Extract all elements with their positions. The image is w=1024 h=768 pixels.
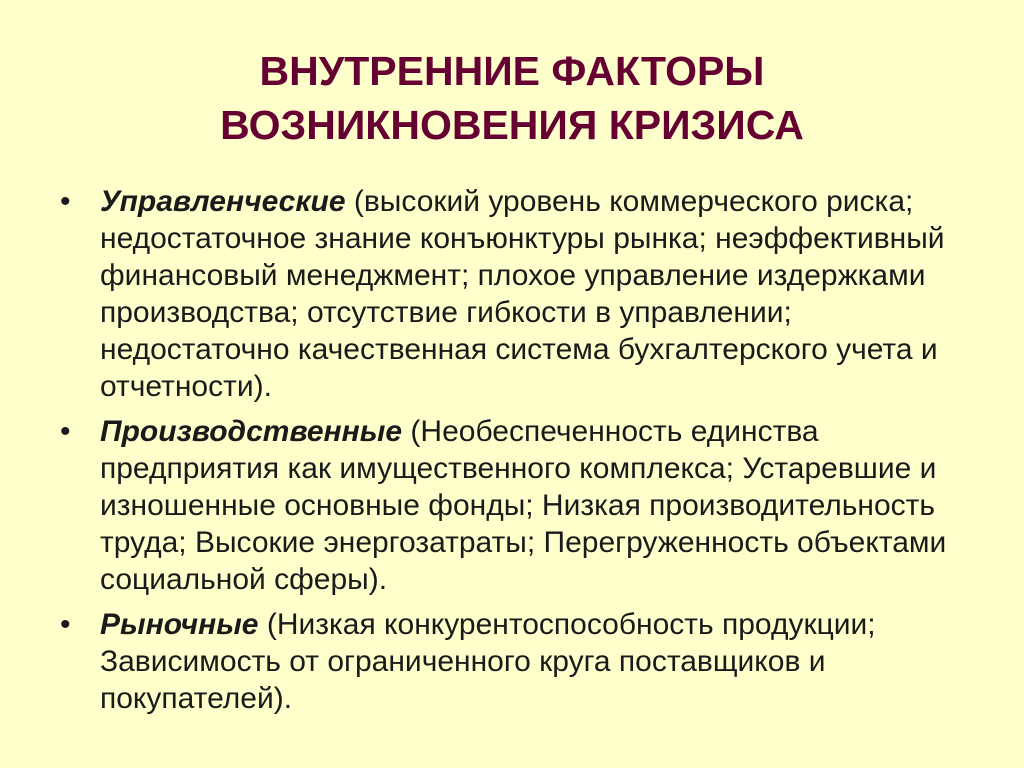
bullet-icon: • [60,608,71,641]
factor-description: (Низкая конкурентоспособность продукции; Зависимость от ограниченного круга поставщиков и покупателей). [100,608,876,715]
bullet-icon: • [60,415,71,448]
factor-list [60,183,960,725]
factor-term: Рыночные [100,608,259,641]
factor-term: Производственные [100,415,403,448]
list-item-market-factors [60,606,960,717]
slide-title-line-2: ВОЗНИКНОВЕНИЯ КРИЗИСА [220,102,804,148]
slide-title [0,44,1024,152]
list-item-production-factors [60,413,960,598]
factor-term: Управленческие [100,185,346,218]
factor-description: (Необеспеченность единства предприятия как имущественного комплекса; Устаревшие и изношенные основные фонды; Низкая производительность труда; Высокие энергозатраты; Перегруженность объектами социальной сферы). [100,415,947,596]
list-item-management-factors [60,183,960,405]
slide-title-line-1: ВНУТРЕННИЕ ФАКТОРЫ [259,48,765,94]
factor-description: (высокий уровень коммерческого риска; недостаточное знание конъюнктуры рынка; неэффективный финансовый менеджмент; плохое управление издержками производства; отсутствие гибкости в управлении; недостаточно качественная система бухгалтерского учета и отчетности). [100,185,945,403]
bullet-icon: • [60,185,71,218]
